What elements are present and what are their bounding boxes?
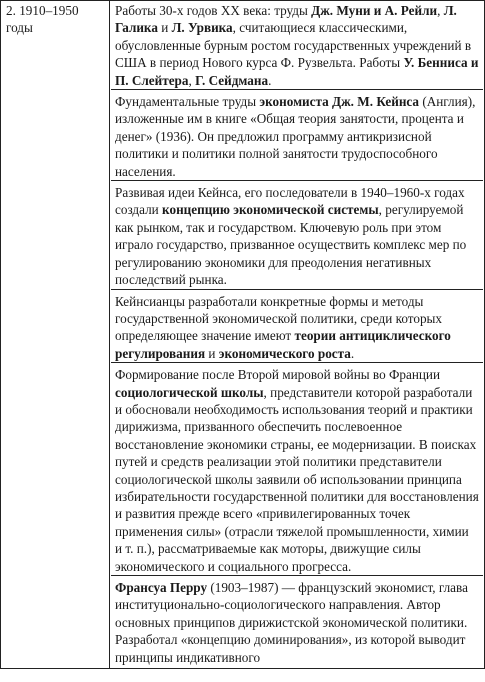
paragraph-6 [111, 575, 483, 666]
text-run: (Англия), изложенные им в книге «Общая теория занятости, процента и денег» (1936). Он предложил программу антикризисной политики и политики полной занятости трудоспособного населения. [115, 94, 476, 179]
text-run: , считающиеся классическими, обусловленные бурным ростом государственных учреждений в США в период Нового курса Ф. Рузвельта. Работы [115, 20, 472, 71]
text-run: , [437, 3, 444, 18]
text-run: , представители которой разработали и обосновали необходимость использования теорий и практики дирижизма, призванного обеспечить послевоенное восстановление экономики страны, ее модернизации. В поисках путей и средств реализации этой политики представители социологической школы заявили об использовании принципа избирательности государственной политики для восстановления и развития прежде всего «привилегированных точек применения силы» (отрасли тяжелой промышленности, химии и т. п.), рассматриваемые как моторы, движущие силы экономического и социального прогресса. [115, 384, 479, 574]
bold-term: социологической школы [115, 384, 264, 400]
text-run: и [205, 345, 219, 361]
period-line-2: годы [6, 20, 33, 36]
text-run: Кейнсианцы разработали конкретные формы и методы государственной экономической политики, среди которых определяющее значение имеют [115, 293, 442, 344]
text-run: . [350, 345, 355, 361]
paragraph-2 [111, 89, 483, 180]
bold-term: Л. Урвика [171, 20, 233, 36]
bold-term: Франсуа Перру [115, 580, 208, 595]
bold-term: Г. Сейдмана [195, 72, 269, 88]
bold-term: теории антициклического регулирования [115, 328, 451, 361]
text-run: и [157, 20, 172, 36]
period-cell [1, 1, 110, 669]
paragraph-3 [111, 180, 483, 288]
text-run: Развивая идеи Кейнса, его последователи в 1940–1960-х годах создали [115, 185, 465, 218]
text-run: Формирование после Второй мировой войны во Франции [115, 367, 441, 383]
text-run: Работы 30-х годов XX века: труды [115, 3, 312, 18]
period-line-1: 2. 1910–1950 [6, 3, 79, 18]
text-run: Фундаментальные труды [115, 94, 260, 110]
text-run: (1903–1987) — французский экономист, глава институционально-социологического направления. Автор основных принципов дирижистской экономической политики. Разработал «концепцию доминирования», из которой выводит принципы индикативного [115, 580, 468, 665]
paragraph-4 [111, 289, 483, 363]
paragraph-5 [111, 362, 483, 575]
bold-term: Л. Галика [115, 3, 457, 36]
table-row [1, 1, 485, 669]
text-run: . [268, 72, 272, 88]
bold-term: Дж. Муни и А. Рейли [311, 3, 438, 18]
bold-term: У. Бенниса и П. Слейтера [115, 55, 479, 88]
content-cell [110, 1, 485, 669]
paragraph-list [115, 2, 479, 666]
bold-term: экономического роста [218, 345, 351, 361]
paragraph-1 [115, 2, 479, 89]
text-run: , [188, 72, 196, 88]
bold-term: концепцию экономической системы [162, 202, 379, 218]
bold-term: экономиста Дж. М. Кейнса [259, 94, 420, 110]
text-run: , регулируемой как рынком, так и государством. Ключевую роль при этом играло государство, призванное осуществить комплекс мер по регулированию экономики для преодоления негативных последствий рынка. [115, 202, 467, 288]
